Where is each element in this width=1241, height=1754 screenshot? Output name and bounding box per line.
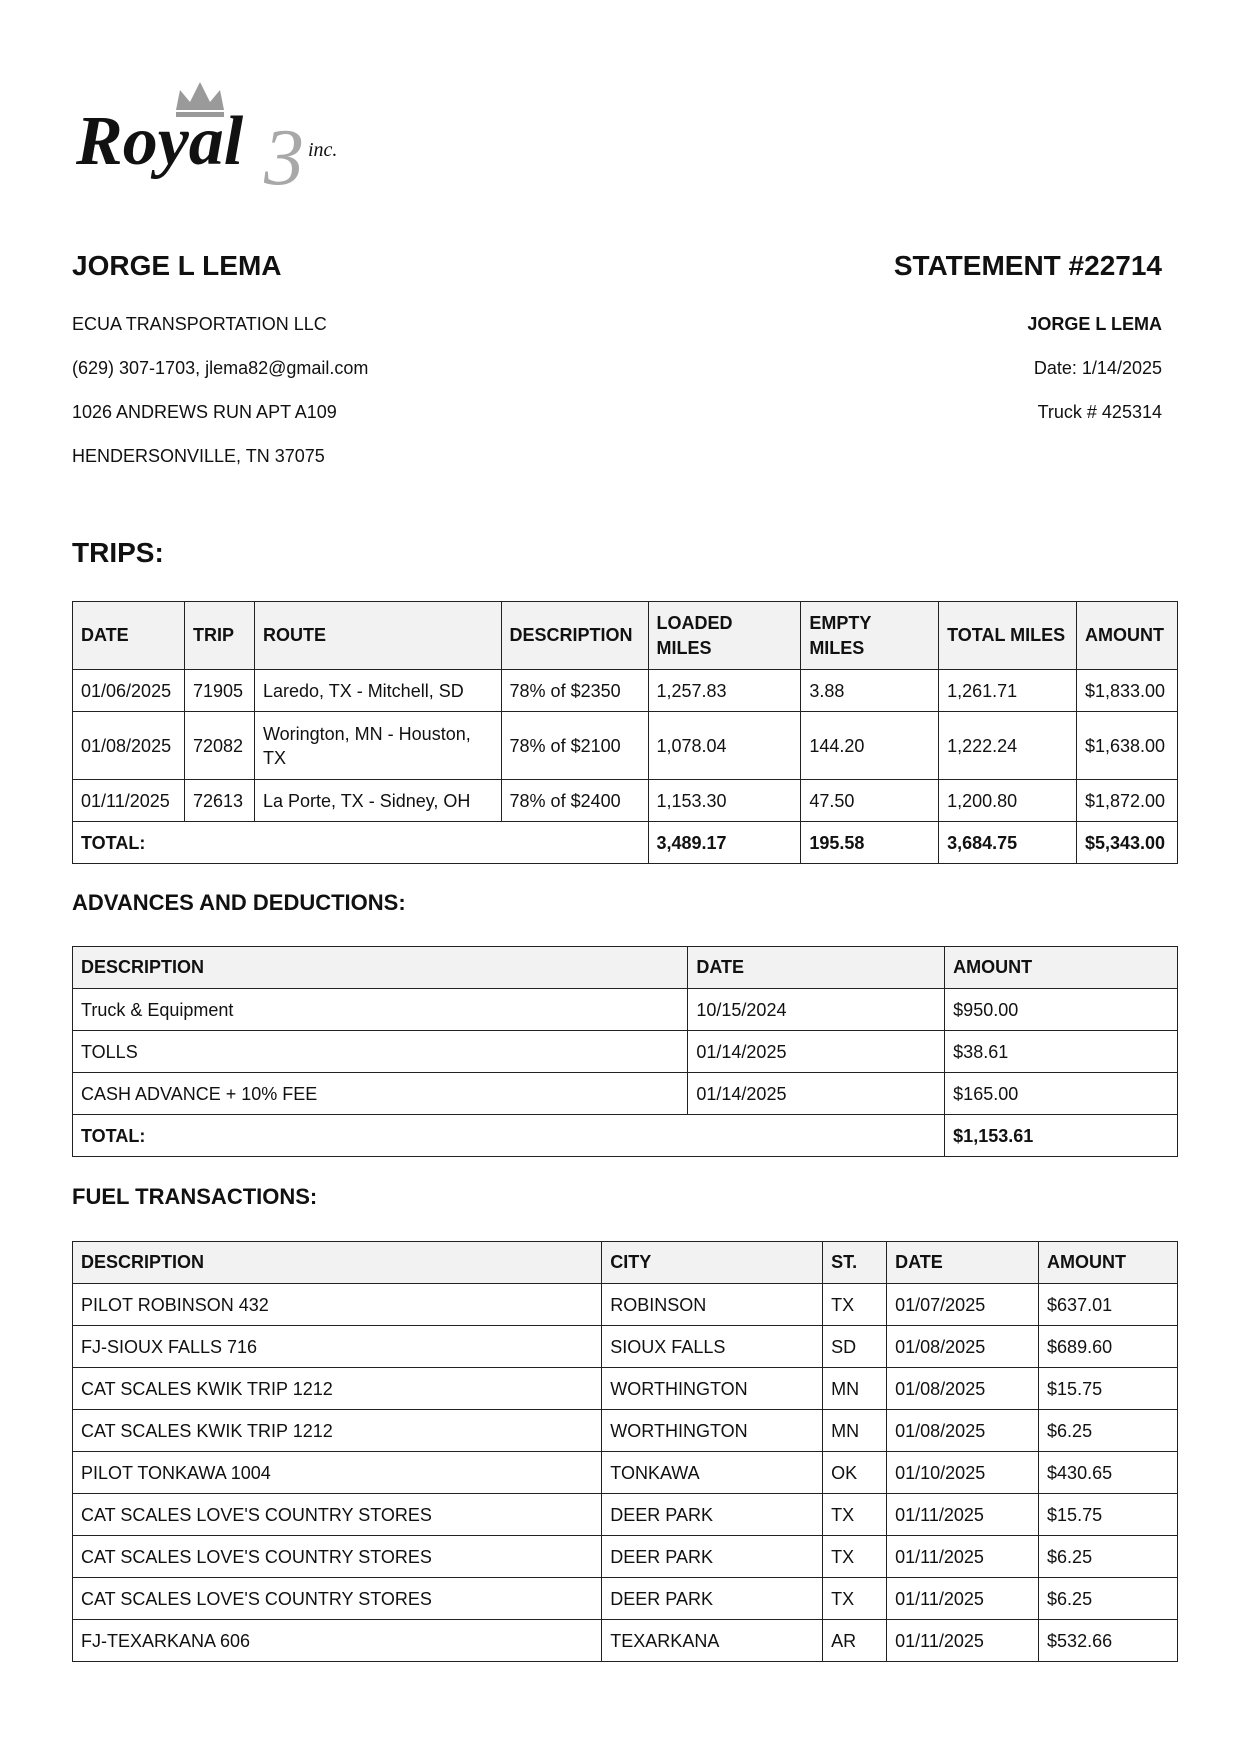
logo-suffix: inc. (308, 139, 338, 161)
cell: $532.66 (1039, 1620, 1178, 1662)
col-empty-miles: EMPTY MILES (801, 602, 939, 670)
trips-heading: TRIPS: (72, 537, 164, 568)
cell: $430.65 (1039, 1452, 1178, 1494)
col-amount: AMOUNT (1076, 602, 1177, 670)
statement-title: STATEMENT #22714 (893, 250, 1162, 281)
cell: TX (823, 1578, 887, 1620)
col-state: ST. (823, 1242, 887, 1284)
cell: MN (823, 1368, 887, 1410)
cell: SIOUX FALLS (602, 1326, 823, 1368)
col-trip: TRIP (184, 602, 254, 670)
cell: 78% of $2400 (501, 780, 648, 822)
cell: DEER PARK (602, 1536, 823, 1578)
trips-total-row (73, 822, 1178, 864)
driver-name: JORGE L LEMA (72, 250, 282, 281)
col-city: CITY (602, 1242, 823, 1284)
table-row (73, 1073, 1178, 1115)
cell: 01/11/2025 (887, 1494, 1039, 1536)
cell: $38.61 (945, 1031, 1178, 1073)
trips-table (72, 601, 1178, 864)
driver-company: ECUA TRANSPORTATION LLC (72, 314, 327, 334)
cell: 78% of $2350 (501, 670, 648, 712)
statement-date: Date: 1/14/2025 (1033, 358, 1162, 378)
total-total-miles: 3,684.75 (939, 822, 1077, 864)
table-row (73, 1494, 1178, 1536)
cell: CAT SCALES KWIK TRIP 1212 (73, 1368, 602, 1410)
cell: TOLLS (73, 1031, 688, 1073)
cell: 01/06/2025 (73, 670, 185, 712)
table-row (73, 1284, 1178, 1326)
cell: ROBINSON (602, 1284, 823, 1326)
cell: $6.25 (1039, 1578, 1178, 1620)
total-amount: $5,343.00 (1076, 822, 1177, 864)
cell: OK (823, 1452, 887, 1494)
table-row (73, 1410, 1178, 1452)
cell: $15.75 (1039, 1368, 1178, 1410)
cell: PILOT ROBINSON 432 (73, 1284, 602, 1326)
fuel-header-row (73, 1242, 1178, 1284)
col-route: ROUTE (254, 602, 501, 670)
col-description: DESCRIPTION (501, 602, 648, 670)
cell: 01/07/2025 (887, 1284, 1039, 1326)
cell: Worington, MN - Houston, TX (254, 712, 501, 780)
total-loaded-miles: 3,489.17 (648, 822, 801, 864)
cell: 72082 (184, 712, 254, 780)
total-empty-miles: 195.58 (801, 822, 939, 864)
cell: 1,222.24 (939, 712, 1077, 780)
cell: 1,153.30 (648, 780, 801, 822)
col-date: DATE (73, 602, 185, 670)
cell: 01/08/2025 (73, 712, 185, 780)
cell: 3.88 (801, 670, 939, 712)
cell: CAT SCALES KWIK TRIP 1212 (73, 1410, 602, 1452)
cell: CASH ADVANCE + 10% FEE (73, 1073, 688, 1115)
cell: $165.00 (945, 1073, 1178, 1115)
fuel-table (72, 1241, 1178, 1662)
cell: WORTHINGTON (602, 1368, 823, 1410)
cell: $1,833.00 (1076, 670, 1177, 712)
advances-table (72, 946, 1178, 1157)
cell: 71905 (184, 670, 254, 712)
cell: TEXARKANA (602, 1620, 823, 1662)
cell: $1,872.00 (1076, 780, 1177, 822)
cell: 1,261.71 (939, 670, 1077, 712)
cell: CAT SCALES LOVE'S COUNTRY STORES (73, 1536, 602, 1578)
cell: SD (823, 1326, 887, 1368)
cell: FJ-SIOUX FALLS 716 (73, 1326, 602, 1368)
cell: La Porte, TX - Sidney, OH (254, 780, 501, 822)
statement-truck: Truck # 425314 (1037, 402, 1162, 422)
table-row (73, 1452, 1178, 1494)
cell: AR (823, 1620, 887, 1662)
cell: 1,200.80 (939, 780, 1077, 822)
cell: TX (823, 1284, 887, 1326)
logo-number: 3 (264, 114, 304, 196)
cell: 01/14/2025 (688, 1073, 945, 1115)
cell: 01/11/2025 (73, 780, 185, 822)
table-row (73, 1578, 1178, 1620)
col-description: DESCRIPTION (73, 947, 688, 989)
table-row (73, 1368, 1178, 1410)
cell: Laredo, TX - Mitchell, SD (254, 670, 501, 712)
cell: TX (823, 1536, 887, 1578)
cell: FJ-TEXARKANA 606 (73, 1620, 602, 1662)
table-row (73, 989, 1178, 1031)
cell: WORTHINGTON (602, 1410, 823, 1452)
col-loaded-miles: LOADED MILES (648, 602, 801, 670)
cell: $15.75 (1039, 1494, 1178, 1536)
table-row (73, 1031, 1178, 1073)
cell: 72613 (184, 780, 254, 822)
advances-header-row (73, 947, 1178, 989)
cell: Truck & Equipment (73, 989, 688, 1031)
advances-heading: ADVANCES AND DEDUCTIONS: (72, 890, 406, 915)
cell: 144.20 (801, 712, 939, 780)
cell: $950.00 (945, 989, 1178, 1031)
cell: 01/11/2025 (887, 1620, 1039, 1662)
table-row (73, 1620, 1178, 1662)
col-amount: AMOUNT (1039, 1242, 1178, 1284)
royal-3-inc-logo (76, 76, 386, 196)
total-amount: $1,153.61 (945, 1115, 1178, 1157)
cell: 10/15/2024 (688, 989, 945, 1031)
cell: PILOT TONKAWA 1004 (73, 1452, 602, 1494)
col-amount: AMOUNT (945, 947, 1178, 989)
cell: 78% of $2100 (501, 712, 648, 780)
table-row (73, 780, 1178, 822)
cell: 01/11/2025 (887, 1536, 1039, 1578)
cell: 01/10/2025 (887, 1452, 1039, 1494)
col-description: DESCRIPTION (73, 1242, 602, 1284)
cell: DEER PARK (602, 1578, 823, 1620)
table-row (73, 1536, 1178, 1578)
cell: $1,638.00 (1076, 712, 1177, 780)
total-label: TOTAL: (73, 822, 649, 864)
table-row (73, 712, 1178, 780)
cell: 01/08/2025 (887, 1326, 1039, 1368)
advances-total-row (73, 1115, 1178, 1157)
cell: 1,257.83 (648, 670, 801, 712)
cell: DEER PARK (602, 1494, 823, 1536)
cell: 01/14/2025 (688, 1031, 945, 1073)
col-date: DATE (688, 947, 945, 989)
fuel-heading: FUEL TRANSACTIONS: (72, 1184, 318, 1209)
logo-brand: Royal (76, 103, 244, 180)
total-label: TOTAL: (73, 1115, 945, 1157)
cell: CAT SCALES LOVE'S COUNTRY STORES (73, 1578, 602, 1620)
driver-address-line2: HENDERSONVILLE, TN 37075 (72, 446, 325, 466)
col-total-miles: TOTAL MILES (939, 602, 1077, 670)
driver-address-line1: 1026 ANDREWS RUN APT A109 (72, 402, 337, 422)
cell: $6.25 (1039, 1410, 1178, 1452)
cell: $637.01 (1039, 1284, 1178, 1326)
cell: TX (823, 1494, 887, 1536)
cell: 01/08/2025 (887, 1368, 1039, 1410)
cell: 01/08/2025 (887, 1410, 1039, 1452)
driver-contact: (629) 307-1703, jlema82@gmail.com (72, 358, 369, 378)
cell: 1,078.04 (648, 712, 801, 780)
statement-name: JORGE L LEMA (1027, 314, 1162, 334)
cell: $689.60 (1039, 1326, 1178, 1368)
table-row (73, 670, 1178, 712)
cell: CAT SCALES LOVE'S COUNTRY STORES (73, 1494, 602, 1536)
col-date: DATE (887, 1242, 1039, 1284)
cell: 01/11/2025 (887, 1578, 1039, 1620)
cell: TONKAWA (602, 1452, 823, 1494)
cell: $6.25 (1039, 1536, 1178, 1578)
trips-header-row (73, 602, 1178, 670)
cell: MN (823, 1410, 887, 1452)
table-row (73, 1326, 1178, 1368)
cell: 47.50 (801, 780, 939, 822)
